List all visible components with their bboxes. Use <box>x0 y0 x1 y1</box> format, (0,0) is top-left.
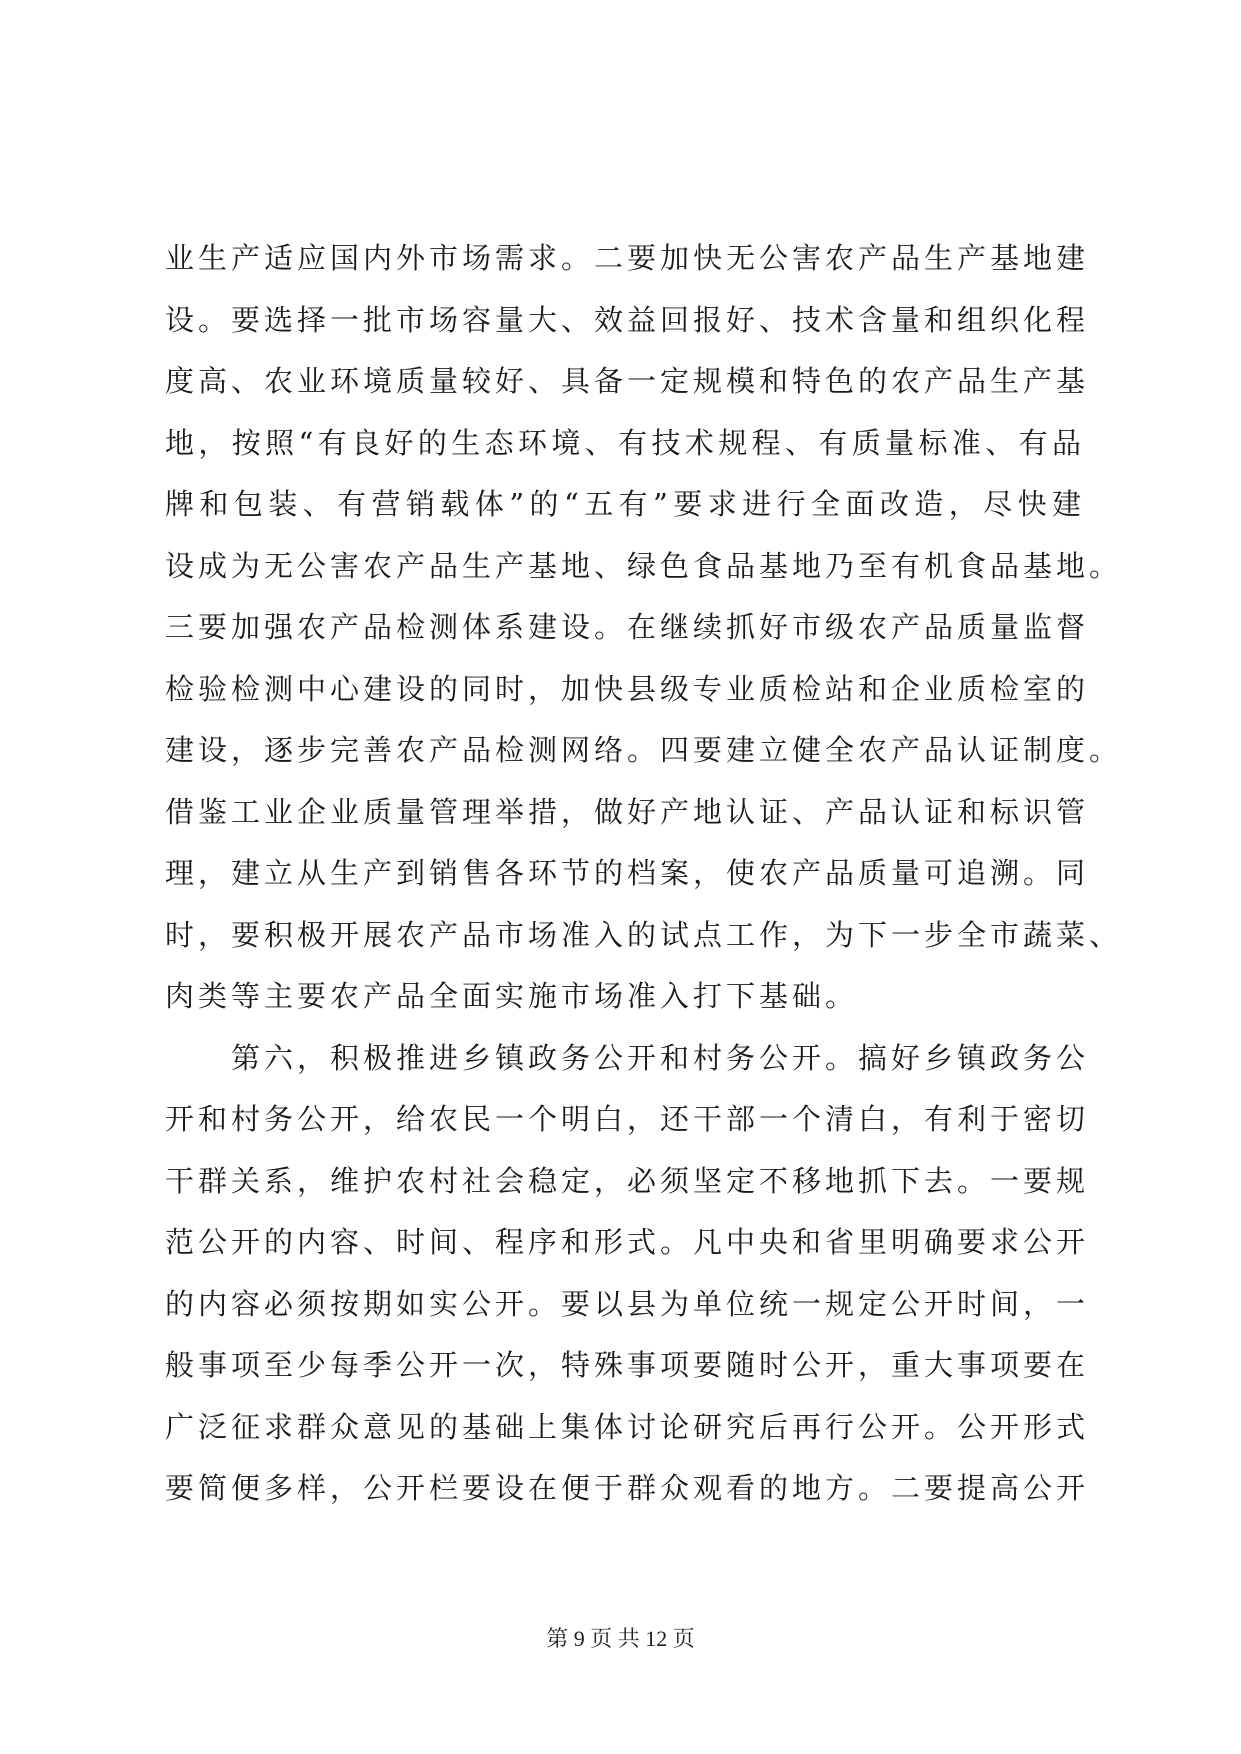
text-line: 开和村务公开，给农民一个明白，还干部一个清白，有利于密切 <box>165 1102 1090 1136</box>
text-line: 第六，积极推进乡镇政务公开和村务公开。搞好乡镇政务公 <box>165 1040 1090 1075</box>
text-line: 的内容必须按期如实公开。要以县为单位统一规定公开时间，一 <box>165 1286 1090 1321</box>
text-line: 三要加强农产品检测体系建设。在继续抓好市级农产品质量监督 <box>165 610 1090 644</box>
text-line: 地，按照“有良好的生态环境、有技术规程、有质量标准、有品 <box>165 425 1085 460</box>
text-line: 检验检测中心建设的同时，加快县级专业质检站和企业质检室的 <box>165 671 1090 706</box>
text-line: 牌和包装、有营销载体”的“五有”要求进行全面改造，尽快建 <box>165 487 1085 521</box>
text-line: 要简便多样，公开栏要设在便于群众观看的地方。二要提高公开 <box>165 1471 1090 1505</box>
text-line: 范公开的内容、时间、程序和形式。凡中央和省里明确要求公开 <box>165 1225 1090 1259</box>
text-line: 时，要积极开展农产品市场准入的试点工作，为下一步全市蔬菜、 <box>165 917 1123 952</box>
body-text <box>165 228 1123 1520</box>
text-line: 建设，逐步完善农产品检测网络。四要建立健全农产品认证制度。 <box>165 733 1123 767</box>
text-line: 业生产适应国内外市场需求。二要加快无公害农产品生产基地建 <box>165 241 1090 275</box>
text-line: 般事项至少每季公开一次，特殊事项要随时公开，重大事项要在 <box>165 1348 1090 1382</box>
text-line: 肉类等主要农产品全面实施市场准入打下基础。 <box>165 979 859 1013</box>
text-line: 干群关系，维护农村社会稳定，必须坚定不移地抓下去。一要规 <box>165 1163 1090 1198</box>
text-line: 度高、农业环境质量较好、具备一定规模和特色的农产品生产基 <box>165 364 1090 398</box>
text-line: 设。要选择一批市场容量大、效益回报好、技术含量和组织化程 <box>165 302 1090 337</box>
text-line: 理，建立从生产到销售各环节的档案，使农产品质量可追溯。同 <box>165 856 1090 890</box>
text-line: 借鉴工业企业质量管理举措，做好产地认证、产品认证和标识管 <box>165 794 1090 829</box>
text-line: 设成为无公害农产品生产基地、绿色食品基地乃至有机食品基地。 <box>165 548 1123 583</box>
text-line: 广泛征求群众意见的基础上集体讨论研究后再行公开。公开形式 <box>165 1409 1090 1444</box>
page-footer: 第 9 页 共 12 页 <box>546 1626 695 1651</box>
